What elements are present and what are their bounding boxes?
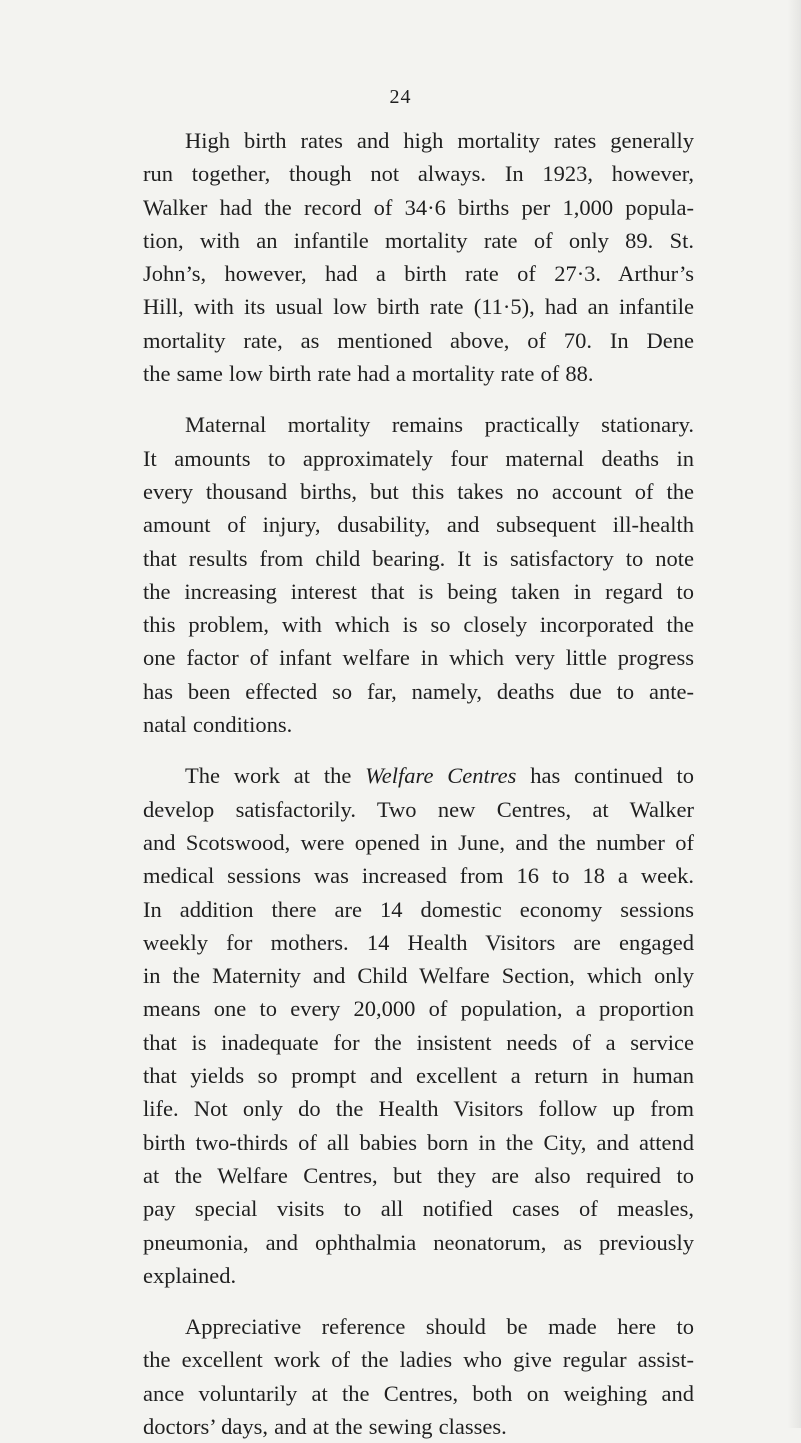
text-line: the increasing interest that is being taken in regard to xyxy=(143,578,694,604)
text-line: weekly for mothers. 14 Health Visitors are engaged xyxy=(143,929,694,955)
text-line: doctors’ days, and at the sewing classes. xyxy=(143,1413,507,1439)
text-line: natal conditions. xyxy=(143,712,293,738)
text-fragment: has continued to xyxy=(530,763,695,789)
paragraph-birth-rates xyxy=(101,124,694,390)
text-line: this problem, with which is so closely incorporated the xyxy=(143,612,694,638)
text-line: John’s, however, had a birth rate of 27·3. Arthur’s xyxy=(143,261,694,287)
text-line: birth two-thirds of all babies born in the City, and attend xyxy=(143,1129,694,1155)
text-line: at the Welfare Centres, but they are also required to xyxy=(143,1162,694,1188)
text-line: It amounts to approximately four maternal deaths in xyxy=(143,445,694,471)
text-line: High birth rates and high mortality rates generally xyxy=(185,128,694,153)
text-line: Maternal mortality remains practically stationary. xyxy=(185,412,694,438)
text-line: that yields so prompt and excellent a return in human xyxy=(143,1063,694,1089)
text-line: amount of injury, dusability, and subsequent ill-health xyxy=(143,512,694,538)
text-line: life. Not only do the Health Visitors follow up from xyxy=(143,1096,694,1122)
text-line: pneumonia, and ophthalmia neonatorum, as previously xyxy=(143,1229,694,1255)
text-line: explained. xyxy=(143,1262,237,1288)
text-line: means one to every 20,000 of population, a proportion xyxy=(143,996,694,1022)
text-line: mortality rate, as mentioned above, of 70. In Dene xyxy=(143,327,694,353)
text-line: Appreciative reference should be made here to xyxy=(185,1314,694,1340)
text-fragment: The work at the xyxy=(185,763,352,789)
text-line: develop satisfactorily. Two new Centres, at Walker xyxy=(143,796,694,822)
text-line: in the Maternity and Child Welfare Section, which only xyxy=(143,963,694,989)
text-line: run together, though not always. In 1923, however, xyxy=(143,161,694,187)
page-edge-shadow xyxy=(787,0,801,1428)
paragraph-welfare-centres xyxy=(101,759,694,1292)
paragraph-appreciation xyxy=(101,1310,694,1443)
text-line: medical sessions was increased from 16 to 18 a week. xyxy=(143,863,694,889)
text-line: and Scotswood, were opened in June, and the number of xyxy=(143,829,694,855)
text-line: tion, with an infantile mortality rate of only 89. St. xyxy=(143,227,694,253)
text-line: that is inadequate for the insistent needs of a service xyxy=(143,1029,694,1055)
body-text xyxy=(101,124,694,1443)
text-line: has been effected so far, namely, deaths due to ante- xyxy=(143,678,694,704)
italic-phrase: Welfare Centres xyxy=(365,763,517,789)
text-line: every thousand births, but this takes no account of the xyxy=(143,478,694,504)
paragraph-maternal-mortality xyxy=(101,408,694,741)
text-line: Walker had the record of 34·6 births per 1,000 popula- xyxy=(143,194,694,220)
text-line: pay special visits to all notified cases of measles, xyxy=(143,1196,694,1222)
text-line xyxy=(101,759,694,792)
text-line: one factor of infant welfare in which very little progress xyxy=(143,645,694,671)
text-line: ance voluntarily at the Centres, both on weighing and xyxy=(143,1380,694,1406)
text-line: Hill, with its usual low birth rate (11·5), had an infantile xyxy=(143,294,694,320)
text-line: In addition there are 14 domestic economy sessions xyxy=(143,896,694,922)
text-line: that results from child bearing. It is satisfactory to note xyxy=(143,545,694,571)
page-number: 24 xyxy=(389,86,412,108)
text-line: the same low birth rate had a mortality rate of 88. xyxy=(143,361,594,387)
text-line: the excellent work of the ladies who give regular assist- xyxy=(143,1347,694,1373)
